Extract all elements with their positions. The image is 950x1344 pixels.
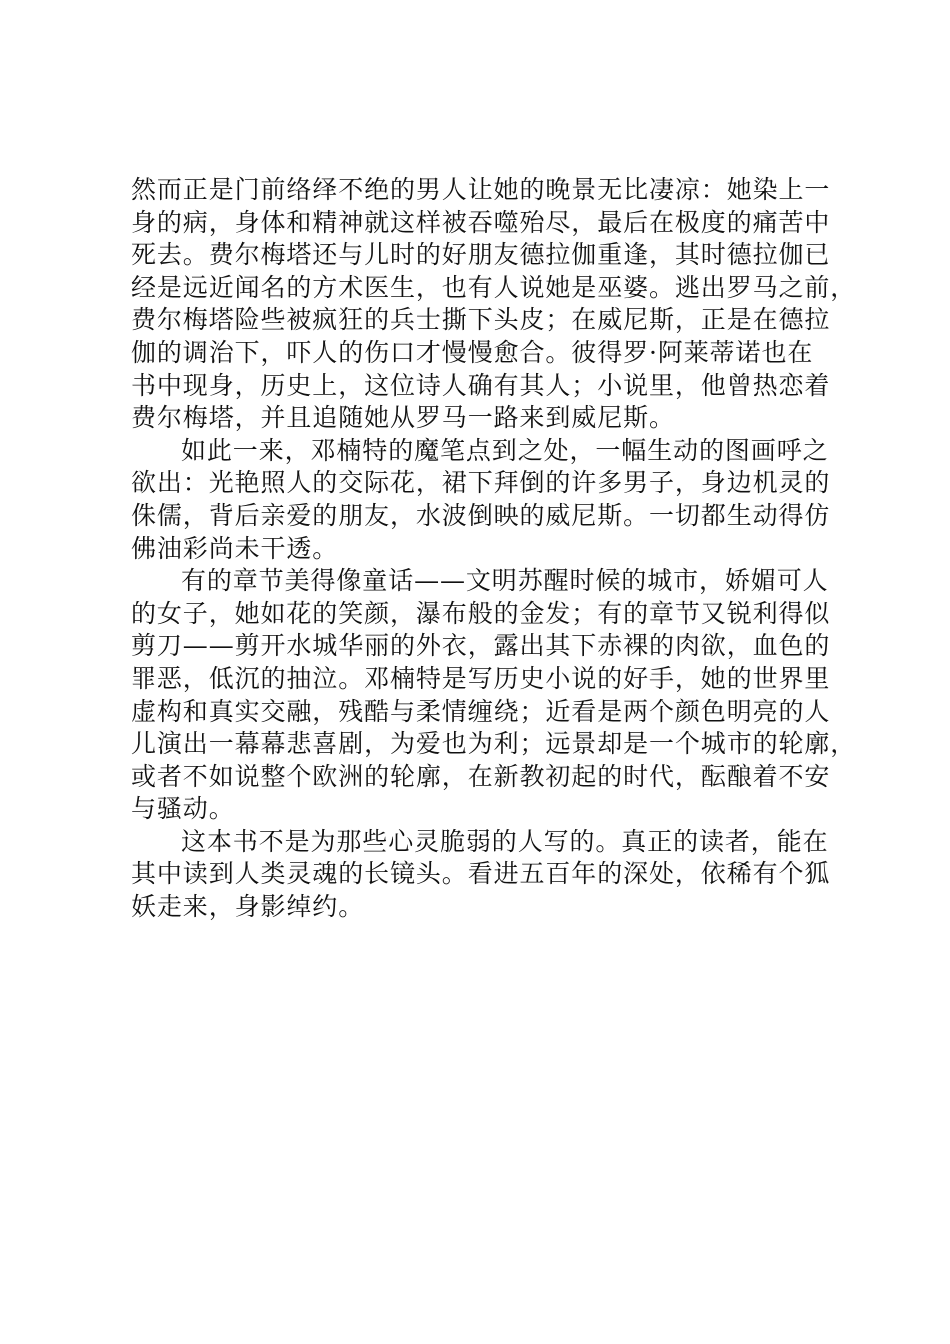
text-line: 死去。费尔梅塔还与儿时的好朋友德拉伽重逢，其时德拉伽已: [131, 240, 831, 270]
text-line: 与骚动。: [131, 794, 235, 824]
paragraph-4: [131, 826, 831, 924]
paragraph-2: [131, 435, 831, 565]
text-line: 或者不如说整个欧洲的轮廓，在新教初起的时代，酝酿着不安: [131, 761, 831, 791]
text-line: 罪恶，低沉的抽泣。邓楠特是写历史小说的好手，她的世界里: [131, 663, 831, 693]
text-line: 这本书不是为那些心灵脆弱的人写的。真正的读者，能在: [181, 826, 829, 856]
text-line: 妖走来，身影绰约。: [131, 892, 365, 922]
text-line: 费尔梅塔险些被疯狂的兵士撕下头皮；在威尼斯，正是在德拉: [131, 305, 831, 335]
text-line: 侏儒，背后亲爱的朋友，水波倒映的威尼斯。一切都生动得仿: [131, 500, 831, 530]
paragraph-1: [131, 174, 857, 435]
text-line: 费尔梅塔，并且追随她从罗马一路来到威尼斯。: [131, 403, 675, 433]
text-line: 剪刀——剪开水城华丽的外衣，露出其下赤裸的肉欲，血色的: [131, 631, 831, 661]
text-line: 虚构和真实交融，残酷与柔情缠绕；近看是两个颜色明亮的人: [131, 696, 831, 726]
text-line: 伽的调治下，吓人的伤口才慢慢愈合。彼得罗·阿莱蒂诺也在: [131, 337, 814, 367]
body-text: [131, 174, 857, 924]
text-line: 其中读到人类灵魂的长镜头。看进五百年的深处，依稀有个狐: [131, 859, 831, 889]
text-line: 佛油彩尚未干透。: [131, 533, 339, 563]
text-line: 有的章节美得像童话——文明苏醒时候的城市，娇媚可人: [181, 566, 829, 596]
text-line: 欲出：光艳照人的交际花，裙下拜倒的许多男子，身边机灵的: [131, 468, 831, 498]
text-line: 然而正是门前络绎不绝的男人让她的晚景无比凄凉：她染上一: [131, 175, 831, 204]
text-line: 经是远近闻名的方术医生，也有人说她是巫婆。逃出罗马之前，: [131, 272, 857, 302]
text-line: 身的病，身体和精神就这样被吞噬殆尽，最后在极度的痛苦中: [131, 207, 831, 237]
text-line: 书中现身，历史上，这位诗人确有其人；小说里，他曾热恋着: [131, 370, 831, 400]
text-line: 儿演出一幕幕悲喜剧，为爱也为利；远景却是一个城市的轮廓，: [131, 729, 857, 759]
paragraph-3: [131, 565, 857, 826]
text-line: 如此一来，邓楠特的魔笔点到之处，一幅生动的图画呼之: [181, 435, 829, 465]
text-line: 的女子，她如花的笑颜，瀑布般的金发；有的章节又锐利得似: [131, 598, 831, 628]
